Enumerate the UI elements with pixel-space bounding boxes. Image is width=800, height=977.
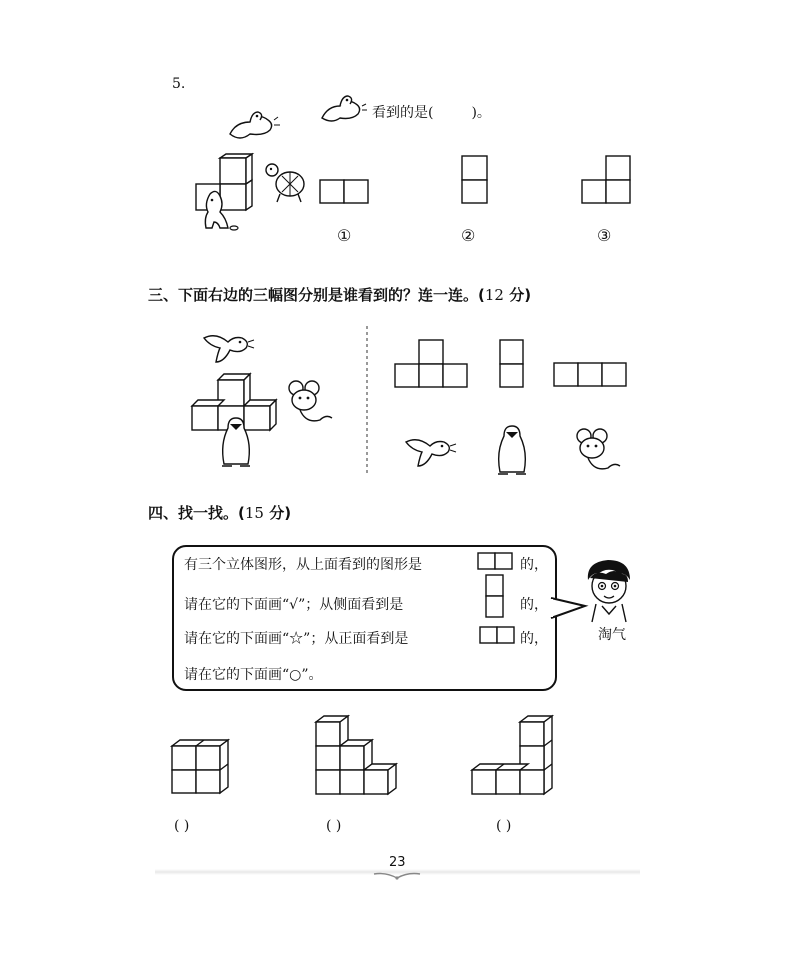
- bubble-line-1: 有三个立体图形，从上面看到的图形是: [184, 557, 422, 573]
- view-figure-t-shape: [395, 340, 467, 388]
- cube-structure-a: [172, 740, 234, 794]
- bubble-line-4: 请在它的下面画“○”。: [184, 667, 323, 683]
- option-label-3: ③: [597, 226, 612, 245]
- option-figure-3: [582, 156, 632, 204]
- bubble-line-1-end: 的，: [520, 557, 548, 573]
- view-figure-column: [500, 340, 524, 388]
- dog-icon: [200, 188, 240, 232]
- mouse-icon: [574, 428, 622, 472]
- footer-ornament: [372, 870, 422, 882]
- front-view-figure: [480, 627, 514, 644]
- bubble-line-3: 请在它的下面画“☆”；从正面看到是: [184, 631, 409, 647]
- character-label: 淘气: [598, 627, 626, 643]
- boy-character-icon: [582, 558, 638, 624]
- cube-structure-c: [472, 716, 558, 796]
- view-figure-row: [554, 363, 626, 387]
- question-prompt: 看到的是( )。: [372, 105, 491, 121]
- bird-icon: [318, 92, 368, 128]
- option-figure-2: [462, 156, 488, 204]
- option-label-1: ①: [337, 226, 352, 245]
- bubble-line-2: 请在它的下面画“√”；从侧面看到是: [184, 597, 404, 613]
- turtle-icon: [264, 160, 308, 204]
- bubble-line-3-end: 的，: [520, 631, 548, 647]
- answer-blank-b[interactable]: ( ): [326, 818, 342, 834]
- bubble-line-2-end: 的，: [520, 597, 548, 613]
- top-view-figure: [478, 553, 512, 570]
- option-label-2: ②: [461, 226, 476, 245]
- bird-icon: [226, 106, 282, 146]
- cube-structure-b: [316, 716, 402, 796]
- side-view-figure: [486, 575, 504, 619]
- answer-blank-a[interactable]: ( ): [174, 818, 190, 834]
- bird-icon: [200, 328, 256, 368]
- penguin-icon: [218, 416, 254, 472]
- bird-icon: [402, 432, 458, 472]
- section4-title: 四、找一找。(15 分): [148, 504, 292, 522]
- penguin-icon: [494, 424, 530, 480]
- option-figure-1: [320, 180, 368, 204]
- section3-title: 三、下面右边的三幅图分别是谁看到的？连一连。(12 分): [148, 286, 532, 304]
- answer-blank-c[interactable]: ( ): [496, 818, 512, 834]
- page-number: 23: [389, 855, 406, 870]
- dashed-divider: [366, 326, 368, 476]
- mouse-icon: [286, 380, 334, 424]
- question-number: 5.: [172, 76, 186, 92]
